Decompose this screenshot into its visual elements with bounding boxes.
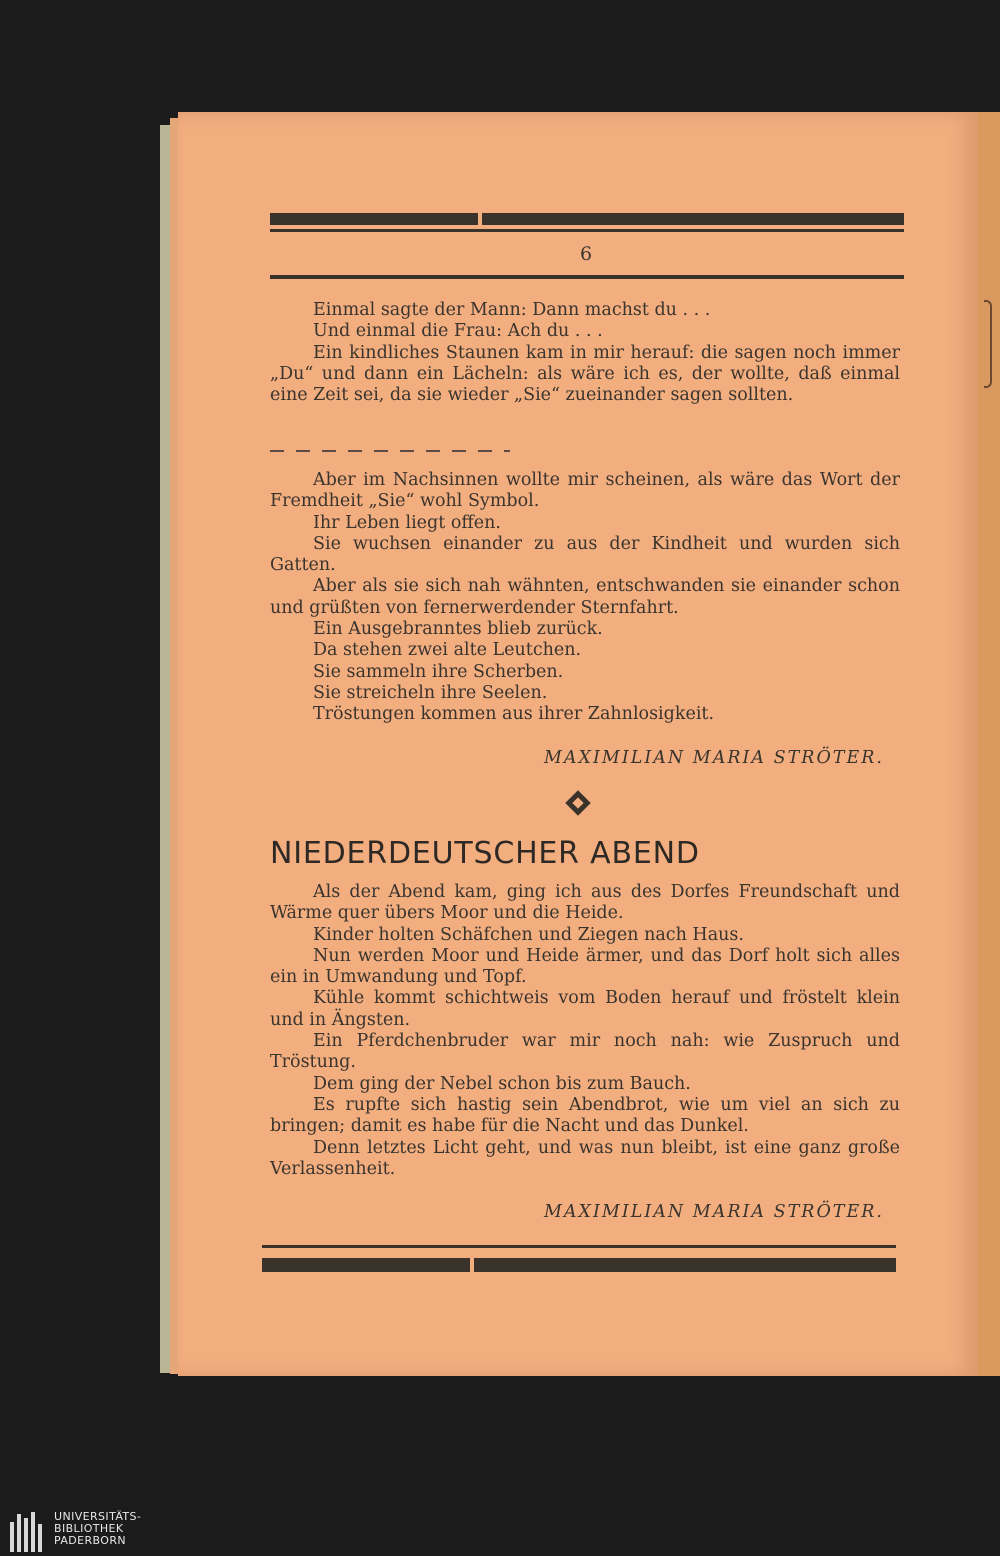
author-signature: MAXIMILIAN MARIA STRÖTER.	[543, 1202, 884, 1222]
author-signature: MAXIMILIAN MARIA STRÖTER.	[543, 748, 884, 768]
paragraph: Tröstungen kommen aus ihrer Zahnlosigkeit.	[313, 704, 715, 725]
paragraph: Es rupfte sich hastig sein Abendbrot, wie um viel an sich zu bringen; damit es habe für die Nacht und das Dunkel.	[270, 1094, 900, 1137]
paragraph: Dem ging der Nebel schon bis zum Bauch.	[313, 1073, 691, 1094]
section2-body	[270, 882, 900, 1180]
paragraph: Als der Abend kam, ging ich aus des Dorfes Freundschaft und Wärme quer übers Moor und die Heide.	[270, 882, 900, 924]
bottom-thin-rule	[262, 1245, 896, 1248]
paragraph: Denn letztes Licht geht, und was nun bleibt, ist eine ganz große Verlassenheit.	[270, 1137, 900, 1179]
top-thin-rule	[270, 229, 904, 232]
section1-intro	[270, 300, 900, 406]
paragraph: Nun werden Moor und Heide ärmer, und das Dorf holt sich alles ein in Umwandung und Topf.	[270, 945, 900, 988]
library-name-line: BIBLIOTHEK	[54, 1522, 124, 1535]
library-name-line: PADERBORN	[54, 1534, 127, 1547]
paragraph: Da stehen zwei alte Leutchen.	[313, 640, 582, 661]
section1-body	[270, 470, 900, 726]
paragraph: Ihr Leben liegt offen.	[313, 512, 501, 533]
paragraph: Und einmal die Frau: Ach du . . .	[313, 321, 603, 342]
paragraph: Ein kindliches Staunen kam in mir herauf: die sagen noch immer „Du“ und dann ein Lächeln: als wäre ich es, der wollte, daß einmal eine Zeit sei, da sie wieder „Sie“ zueinander sagen sollten.	[270, 342, 900, 406]
library-name-line: UNIVERSITÄTS-	[54, 1510, 142, 1523]
paragraph: Aber als sie sich nah wähnten, entschwanden sie einander schon und grüßten von fernerwerdender Sternfahrt.	[270, 576, 900, 618]
staple	[984, 300, 992, 388]
paragraph: Ein Pferdchenbruder war mir noch nah: wie Zuspruch und Tröstung.	[270, 1031, 900, 1073]
paragraph: Sie wuchsen einander zu aus der Kindheit und wurden sich Gatten.	[270, 533, 900, 576]
paragraph: Kühle kommt schichtweis vom Boden herauf und fröstelt klein und in Ängsten.	[270, 988, 900, 1030]
library-logo-icon	[10, 1512, 46, 1552]
paragraph: Aber im Nachsinnen wollte mir scheinen, als wäre das Wort der Fremdheit „Sie“ wohl Symbol.	[270, 470, 900, 512]
paragraph: Ein Ausgebranntes blieb zurück.	[313, 619, 603, 640]
rule-gap	[478, 213, 482, 225]
bottom-decorative-rule	[262, 1258, 896, 1272]
paragraph: Kinder holten Schäfchen und Ziegen nach Haus.	[313, 924, 744, 945]
header-underline	[270, 275, 904, 279]
paragraph: Sie streicheln ihre Seelen.	[313, 682, 548, 703]
top-decorative-rule	[270, 213, 904, 225]
page-number: 6	[579, 243, 593, 265]
section-title: NIEDERDEUTSCHER ABEND	[270, 836, 700, 871]
paragraph: Einmal sagte der Mann: Dann machst du . . .	[313, 300, 711, 320]
paragraph: Sie sammeln ihre Scherben.	[313, 661, 564, 682]
rule-gap	[470, 1258, 474, 1272]
library-name	[54, 1511, 254, 1547]
dash-separator	[270, 450, 510, 452]
